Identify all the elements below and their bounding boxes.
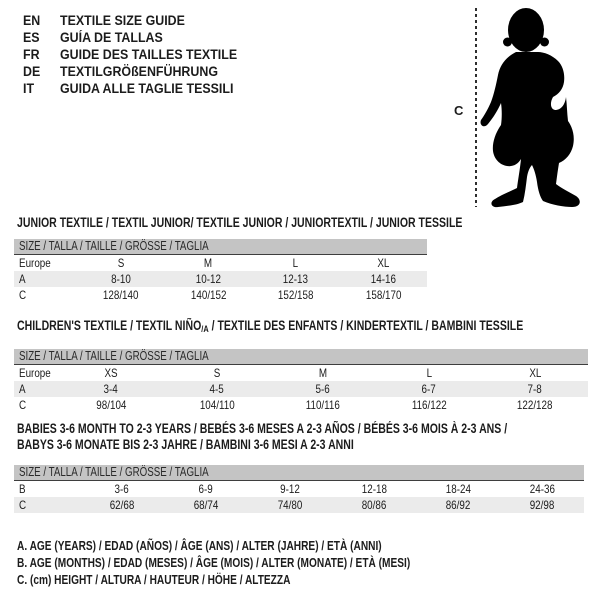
size-cell: 80/86: [361, 498, 387, 512]
table-row-europe: [14, 365, 588, 381]
size-header-bar: SIZE / TALLA / TAILLE / GRÖSSE / TAGLIA: [14, 239, 427, 255]
row-label: A: [19, 382, 26, 396]
language-row-it: [23, 80, 253, 97]
size-cell: 116/122: [411, 398, 447, 412]
language-code: EN: [23, 13, 41, 28]
size-cell: 86/92: [445, 498, 471, 512]
note-age-months: B. AGE (MONTHS) / EDAD (MESES) / ÂGE (MOIS) / ALTER (MONATE) / ETÀ (MESI): [17, 555, 411, 570]
language-title: GUIDE DES TAILLES TEXTILE: [60, 47, 238, 62]
size-cell: 6-7: [421, 382, 437, 396]
size-cell: 158/170: [365, 288, 402, 302]
height-measure-label: C: [454, 103, 464, 118]
row-label: C: [19, 288, 27, 302]
size-cell: 4-5: [209, 382, 225, 396]
size-cell: 140/152: [190, 288, 227, 302]
size-cell: 128/140: [102, 288, 139, 302]
row-label: A: [19, 272, 26, 286]
language-title: GUÍA DE TALLAS: [60, 30, 163, 45]
size-cell: XS: [104, 366, 118, 380]
language-code: IT: [23, 81, 35, 96]
language-row-fr: [23, 46, 253, 63]
size-cell: 74/80: [277, 498, 303, 512]
size-cell: 92/98: [529, 498, 555, 512]
size-cell: XL: [377, 256, 390, 270]
size-header-bar: SIZE / TALLA / TAILLE / GRÖSSE / TAGLIA: [14, 465, 584, 481]
size-cell: M: [204, 256, 213, 270]
language-row-en: [23, 12, 253, 29]
size-cell: L: [426, 366, 432, 380]
size-cell: 8-10: [110, 272, 131, 286]
children-table-title: CHILDREN'S TEXTILE / TEXTIL NIÑO/A / TEXTILE DES ENFANTS / KINDERTEXTIL / BAMBINI TESSILE: [17, 318, 524, 335]
children-size-table: [14, 349, 588, 413]
size-cell: 18-24: [445, 482, 471, 496]
table-row-height: [14, 287, 427, 303]
row-label: C: [19, 498, 27, 512]
legend-notes: [17, 537, 521, 588]
note-age-years: A. AGE (YEARS) / EDAD (AÑOS) / ÂGE (ANS) / ALTER (JAHRE) / ETÀ (ANNI): [17, 538, 382, 553]
language-row-es: [23, 29, 253, 46]
size-cell: 14-16: [370, 272, 396, 286]
size-cell: 12-18: [361, 482, 387, 496]
babies-table-title: BABIES 3-6 MONTH TO 2-3 YEARS / BEBÉS 3-6 MESES A 2-3 AÑOS / BÉBÉS 3-6 MOIS À 2-3 ANS / BABYS 3-6 MONATE BIS 2-3 JAHRE / BAMBINI 3-6 MESI A 2-3 ANNI: [17, 421, 508, 452]
size-cell: S: [213, 366, 221, 380]
size-cell: 152/158: [277, 288, 314, 302]
size-cell: 12-13: [283, 272, 309, 286]
size-cell: 7-8: [527, 382, 543, 396]
subscript-text: /A: [201, 324, 209, 335]
table-row-age: [14, 271, 427, 287]
table-row-height: [14, 397, 588, 413]
babies-size-table: [14, 465, 584, 513]
size-cell: 24-36: [529, 482, 555, 496]
row-label: C: [19, 398, 27, 412]
junior-size-table: [14, 239, 427, 303]
size-cell: 5-6: [315, 382, 331, 396]
size-header-bar: SIZE / TALLA / TAILLE / GRÖSSE / TAGLIA: [14, 349, 588, 365]
language-title-block: [23, 12, 253, 97]
table-row-height: [14, 497, 584, 513]
note-height-cm: C. (cm) HEIGHT / ALTURA / HAUTEUR / HÖHE / ALTEZZA: [17, 572, 291, 587]
language-code: FR: [23, 47, 40, 62]
junior-table-title: JUNIOR TEXTILE / TEXTIL JUNIOR/ TEXTILE JUNIOR / JUNIORTEXTIL / JUNIOR TESSILE: [17, 215, 463, 230]
row-label: Europe: [19, 366, 51, 380]
language-code: ES: [23, 30, 40, 45]
size-cell: 110/116: [305, 398, 341, 412]
language-title: TEXTILGRÖßENFÜHRUNG: [60, 64, 219, 79]
row-label: B: [19, 482, 26, 496]
size-cell: 68/74: [193, 498, 219, 512]
table-row-age-months: [14, 481, 584, 497]
size-cell: 122/128: [517, 398, 553, 412]
size-cell: 10-12: [195, 272, 221, 286]
baby-silhouette-icon: [470, 0, 600, 215]
language-code: DE: [23, 64, 41, 79]
table-row-europe: [14, 255, 427, 271]
size-cell: 98/104: [95, 398, 127, 412]
size-cell: 3-6: [114, 482, 130, 496]
size-cell: 9-12: [280, 482, 300, 496]
size-cell: S: [117, 256, 125, 270]
language-title: TEXTILE SIZE GUIDE: [60, 13, 185, 28]
size-cell: 6-9: [198, 482, 214, 496]
size-cell: M: [318, 366, 328, 380]
language-title: GUIDA ALLE TAGLIE TESSILI: [60, 81, 234, 96]
size-cell: 104/110: [199, 398, 235, 412]
language-row-de: [23, 63, 253, 80]
row-label: Europe: [19, 256, 51, 270]
table-row-age: [14, 381, 588, 397]
size-cell: 62/68: [109, 498, 135, 512]
size-cell: 3-4: [103, 382, 119, 396]
size-cell: XL: [528, 366, 542, 380]
size-cell: L: [293, 256, 299, 270]
